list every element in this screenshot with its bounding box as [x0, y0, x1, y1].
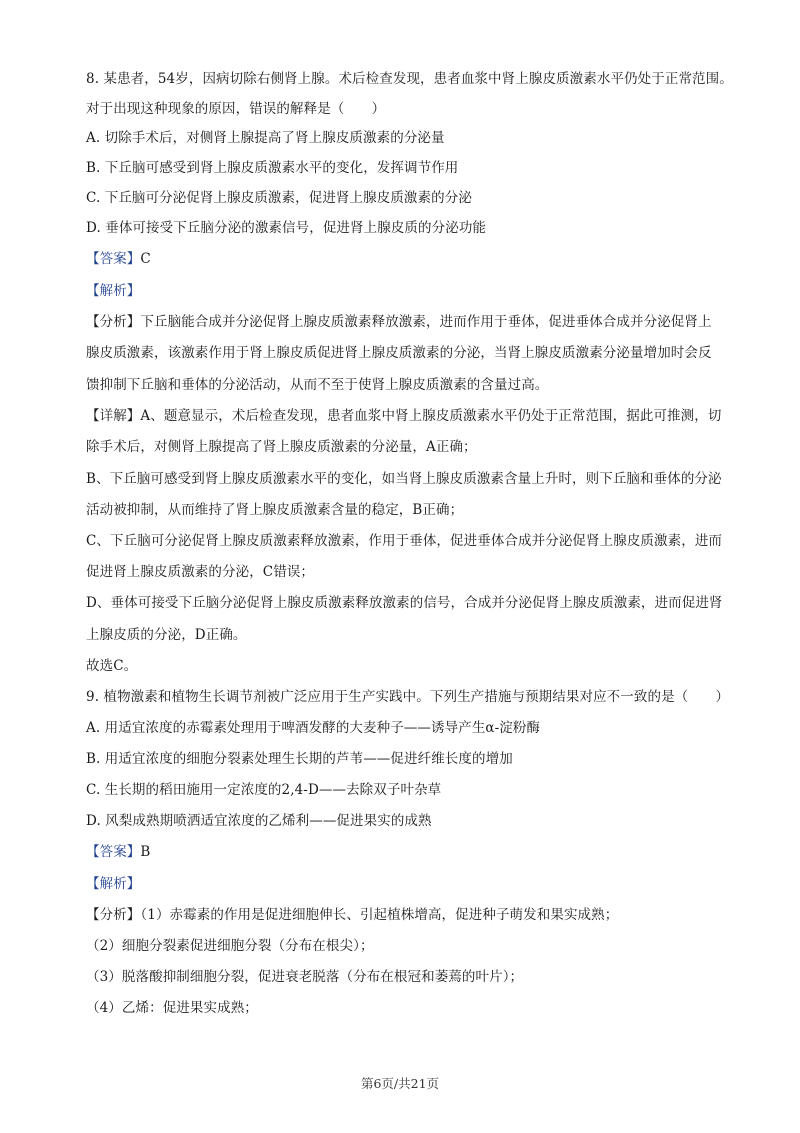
q9-option-d: D. 风梨成熟期喷洒适宜浓度的乙烯利——促进果实的成熟	[86, 813, 432, 829]
q8-answer	[86, 250, 151, 268]
q9-fenxi-point4: （4）乙烯：促进果实成熟；	[86, 1000, 258, 1016]
q8-xj-a-line2: 除手术后，对侧肾上腺提高了肾上腺皮质激素的分泌量，A正确；	[86, 439, 477, 455]
q8-fenxi-line1	[86, 313, 712, 331]
q8-option-a: A. 切除手术后，对侧肾上腺提高了肾上腺皮质激素的分泌量	[86, 130, 445, 146]
page-number-footer: 第6页/共21页	[360, 1076, 440, 1091]
q9-fenxi-point3: （3）脱落酸抑制细胞分裂，促进衰老脱落（分布在根冠和萎蔫的叶片）；	[86, 969, 524, 985]
q8-xj-c-line1: C、下丘脑可分泌促肾上腺皮质激素释放激素，作用于垂体，促进垂体合成并分泌促肾上腺皮质激素，进而	[86, 533, 723, 549]
q8-xj-b-line2: 活动被抑制，从而维持了肾上腺皮质激素含量的稳定，B正确；	[86, 502, 464, 518]
q9-answer-value: B	[140, 844, 151, 860]
q8-xj-d-line1: D、垂体可接受下丘脑分泌促肾上腺皮质激素释放激素的信号，合成并分泌促肾上腺皮质激素，进而促进肾	[86, 595, 723, 611]
q9-option-b: B. 用适宜浓度的细胞分裂素处理生长期的芦苇——促进纤维长度的增加	[86, 751, 513, 767]
q8-analysis-tag: 【解析】	[86, 283, 141, 299]
q8-option-c: C. 下丘脑可分泌促肾上腺皮质激素，促进肾上腺皮质激素的分泌	[86, 190, 472, 206]
q9-option-c: C. 生长期的稻田施用一定浓度的2,4-D——去除双子叶杂草	[86, 782, 442, 798]
q9-fenxi-point1	[86, 906, 618, 924]
q8-answer-tag: 【答案】	[86, 251, 141, 267]
q8-conclusion: 故选C。	[86, 658, 138, 674]
q8-analysis-heading	[86, 282, 140, 300]
q9-answer-tag: 【答案】	[86, 844, 141, 860]
q8-fenxi-text-l1: 下丘脑能合成并分泌促肾上腺皮质激素释放激素，进而作用于垂体，促进垂体合成并分泌促肾上	[140, 314, 712, 330]
q8-stem-line1: 8. 某患者，54岁，因病切除右侧肾上腺。术后检查发现，患者血浆中肾上腺皮质激素水平仍处于正常范围。	[86, 71, 733, 87]
q9-stem: 9. 植物激素和植物生长调节剂被广泛应用于生产实践中。下列生产措施与预期结果对应不一致的是（ ）	[86, 689, 730, 705]
q8-option-d: D. 垂体可接受下丘脑分泌的激素信号，促进肾上腺皮质的分泌功能	[86, 220, 487, 236]
q9-analysis-tag: 【解析】	[86, 876, 141, 892]
q9-answer	[86, 843, 150, 861]
q8-fenxi-line3: 馈抑制下丘脑和垂体的分泌活动，从而不至于使肾上腺皮质激素的含量过高。	[86, 377, 549, 393]
q8-xiangjie-tag: 【详解】	[86, 408, 141, 424]
q8-xj-d-line2: 上腺皮质的分泌，D正确。	[86, 627, 247, 643]
q9-fenxi-point2: （2）细胞分裂素促进细胞分裂（分布在根尖）；	[86, 938, 374, 954]
q9-option-a: A. 用适宜浓度的赤霉素处理用于啤酒发酵的大麦种子——诱导产生α-淀粉酶	[86, 720, 541, 736]
q8-stem-line2: 对于出现这种现象的原因，错误的解释是（ ）	[86, 101, 386, 117]
q8-xj-c-line2: 促进肾上腺皮质激素的分泌，C错误；	[86, 564, 315, 580]
q9-fenxi-tag: 【分析】	[86, 907, 141, 923]
q8-answer-value: C	[140, 251, 151, 267]
q8-fenxi-line2: 腺皮质激素，该激素作用于肾上腺皮质促进肾上腺皮质激素的分泌，当肾上腺皮质激素分泌量增加时会反	[86, 345, 712, 361]
q8-xiangjie-line1	[86, 407, 721, 425]
q9-analysis-heading	[86, 875, 140, 893]
q8-xj-a-l1: A、题意显示，术后检查发现，患者血浆中肾上腺皮质激素水平仍处于正常范围，据此可推测，切	[140, 408, 722, 424]
q9-point1-text: （1）赤霉素的作用是促进细胞伸长、引起植株增高，促进种子萌发和果实成熟；	[140, 907, 619, 923]
q8-fenxi-tag: 【分析】	[86, 314, 141, 330]
q8-option-b: B. 下丘脑可感受到肾上腺皮质激素水平的变化，发挥调节作用	[86, 160, 459, 176]
q8-xj-b-line1: B、下丘脑可感受到肾上腺皮质激素水平的变化，如当肾上腺皮质激素含量上升时，则下丘脑和垂体的分泌	[86, 471, 722, 487]
